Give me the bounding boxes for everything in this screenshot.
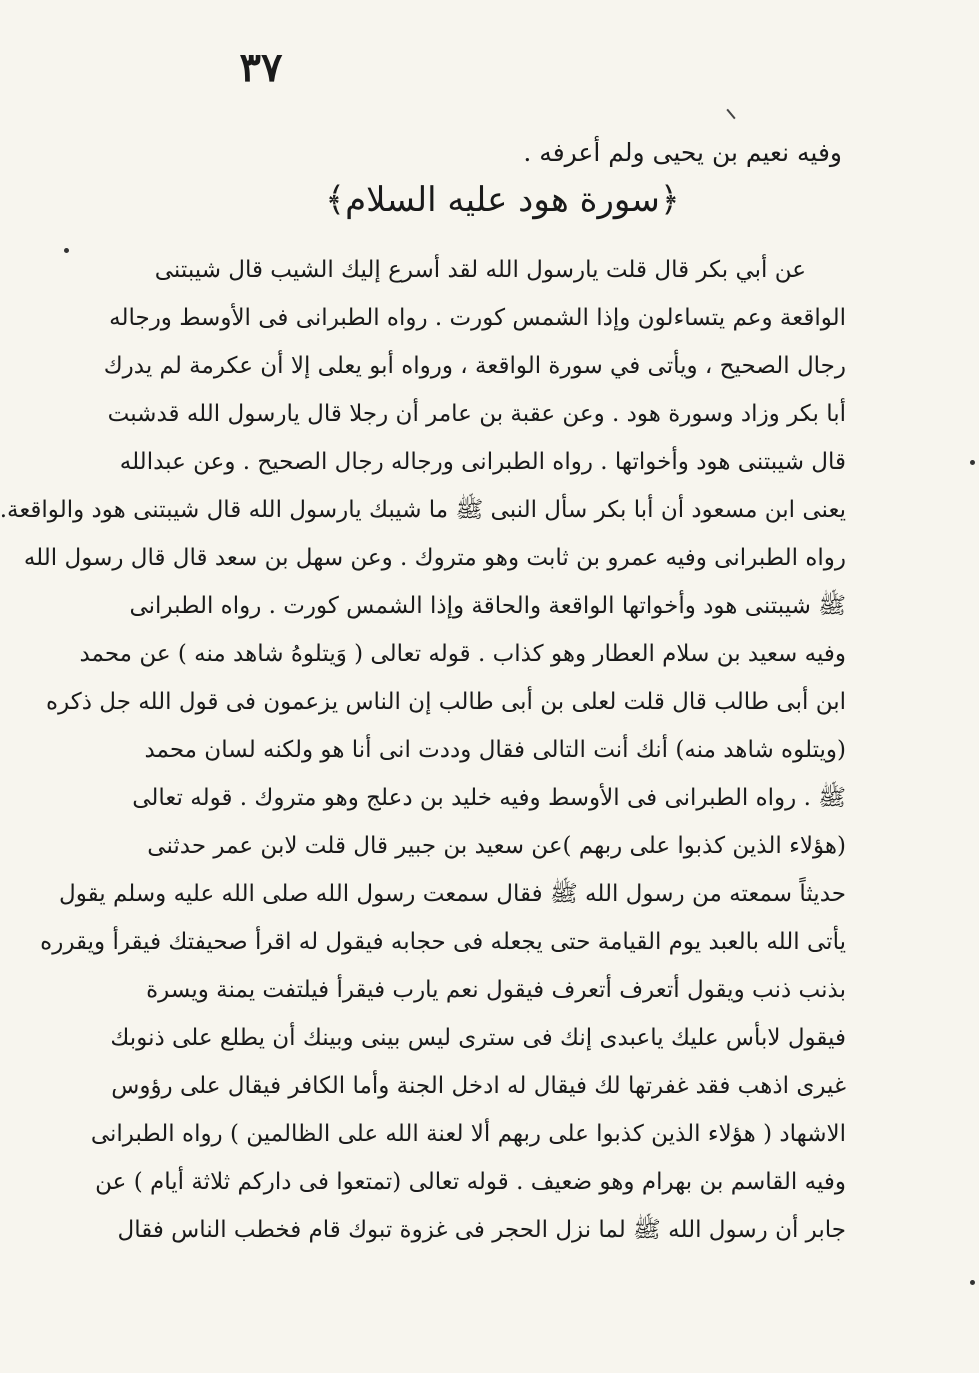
text-line: وفيه القاسم بن بهرام وهو ضعيف . قوله تعالى (تمتعوا فى داركم ثلاثة أيام ) عن bbox=[95, 1169, 846, 1195]
text-line: رجال الصحيح ، ويأتى في سورة الواقعة ، ورواه أبو يعلى إلا أن عكرمة لم يدرك bbox=[103, 353, 846, 379]
text-line: قال شيبتنى هود وأخواتها . رواه الطبرانى ورجاله رجال الصحيح . وعن عبدالله bbox=[119, 449, 846, 475]
text-line: جابر أن رسول الله ﷺ لما نزل الحجر فى غزوة تبوك قام فخطب الناس فقال bbox=[117, 1217, 846, 1243]
text-line: يعنى ابن مسعود أن أبا بكر سأل النبى ﷺ ما شيبك يارسول الله قال شيبتنى هود والواقعة. bbox=[0, 497, 846, 523]
text-line: يأتى الله بالعبد يوم القيامة حتى يجعله فى حجابه فيقول له اقرأ صحيفتك فيقرأ ويقرره bbox=[40, 929, 846, 955]
text-line: أبا بكر وزاد وسورة هود . وعن عقبة بن عامر أن رجلا قال يارسول الله قدشبت bbox=[107, 401, 846, 427]
text-line: حديثاً سمعته من رسول الله ﷺ فقال سمعت رسول الله صلى الله عليه وسلم يقول bbox=[59, 881, 846, 907]
stray-dot-right-upper bbox=[970, 460, 975, 465]
text-line: ﷺ شيبتنى هود وأخواتها الواقعة والحاقة وإذا الشمس كورت . رواه الطبرانى bbox=[129, 593, 846, 619]
page-number: ٣٧ bbox=[239, 44, 283, 91]
chapter-title: ﴿سورة هود عليه السلام﴾ bbox=[325, 180, 680, 220]
text-line: الواقعة وعم يتساءلون وإذا الشمس كورت . رواه الطبرانى فى الأوسط ورجاله bbox=[109, 305, 846, 331]
text-line: (ويتلوه شاهد منه) أنك أنت التالى فقال وددت انى أنا هو ولكنه لسان محمد bbox=[144, 737, 846, 763]
intro-line: وفيه نعيم بن يحيى ولم أعرفه . bbox=[523, 138, 842, 167]
text-line: فيقول لابأس عليك ياعبدى إنك فى سترى ليس بينى وبينك أن يطلع على ذنوبك bbox=[110, 1025, 846, 1051]
text-line: ﷺ . رواه الطبرانى فى الأوسط وفيه خليد بن دعلج وهو متروك . قوله تعالى bbox=[132, 785, 846, 811]
stray-dot-right-lower bbox=[970, 1280, 975, 1285]
text-line: غيرى اذهب فقد غفرتها لك فيقال له ادخل الجنة وأما الكافر فيقال على رؤوس bbox=[111, 1073, 846, 1099]
text-line: بذنب ذنب ويقول أتعرف أتعرف فيقول نعم يارب فيقرأ فيلتفت يمنة ويسرة bbox=[146, 977, 846, 1003]
body-text bbox=[0, 246, 846, 1254]
text-line: عن أبي بكر قال قلت يارسول الله لقد أسرع إليك الشيب قال شيبتنى bbox=[154, 257, 806, 283]
text-line: (هؤلاء الذين كذبوا على ربهم )عن سعيد بن جبير قال قلت لابن عمر حدثنى bbox=[147, 833, 846, 859]
text-line: رواه الطبرانى وفيه عمرو بن ثابت وهو متروك . وعن سهل بن سعد قال قال رسول الله bbox=[23, 545, 846, 571]
text-line: وفيه سعيد بن سلام العطار وهو كذاب . قوله تعالى ( وَيتلوهُ شاهد منه ) عن محمد bbox=[79, 641, 846, 667]
stray-dot-left bbox=[64, 248, 69, 253]
stray-tick-mark bbox=[726, 109, 735, 119]
text-line: ابن أبى طالب قال قلت لعلى بن أبى طالب إن الناس يزعمون فى قول الله جل ذكره bbox=[46, 689, 846, 715]
text-line: الاشهاد ( هؤلاء الذين كذبوا على ربهم ألا لعنة الله على الظالمين ) رواه الطبرانى bbox=[90, 1121, 846, 1147]
